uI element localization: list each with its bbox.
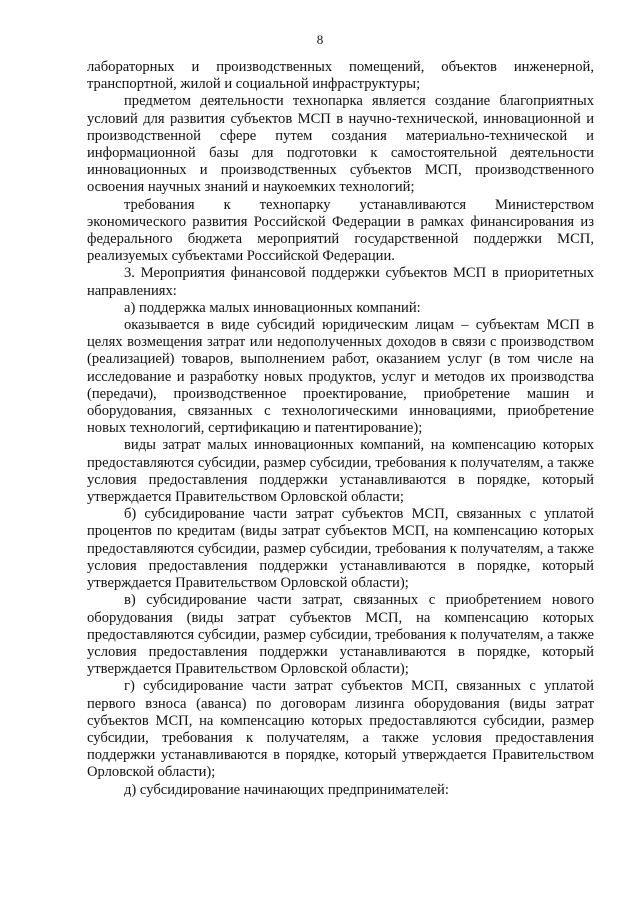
subsection-heading-a: а) поддержка малых инновационных компаний: bbox=[124, 299, 421, 316]
subsection-heading-d: д) субсидирование начинающих предпринимателей: bbox=[124, 781, 449, 798]
paragraph-g: г) субсидирование части затрат субъектов МСП, связанных с уплатой первого взноса (аванса) по договорам лизинга оборудования (виды затрат субъектов МСП, на компенсацию которых предоставляются субсидии, размер субсидии, требования к получателям, а также условия предоставления поддержки устанавливаются в порядке, который утверждается Правительством Орловской области); bbox=[87, 678, 594, 781]
page-body bbox=[87, 59, 594, 799]
page-number: 8 bbox=[316, 32, 324, 47]
section-heading-3: 3. Мероприятия финансовой поддержки субъектов МСП в приоритетных направлениях: bbox=[87, 265, 594, 299]
paragraph-7: виды затрат малых инновационных компаний, на компенсацию которых предоставляются субсидии, размер субсидии, требования к получателям, а также условия предоставления поддержки устанавливаются в порядке, который утверждается Правительством Орловской области; bbox=[87, 437, 594, 506]
paragraph-3: требования к технопарку устанавливаются Министерством экономического развития Российской Федерации в рамках финансирования из федерального бюджета мероприятий государственной поддержки МСП, реализуемых субъектами Российской Федерации. bbox=[87, 196, 594, 265]
paragraph-2: предметом деятельности технопарка является создание благоприятных условий для развития субъектов МСП в научно-технической, инновационной и производственной сфере путем создания материально-технической и информационной базы для подготовки к самостоятельной деятельности инновационных и производственных субъектов МСП, производственного освоения научных знаний и наукоемких технологий; bbox=[87, 93, 594, 196]
paragraph-6: оказывается в виде субсидий юридическим лицам – субъектам МСП в целях возмещения затрат или недополученных доходов в связи с производством (реализацией) товаров, выполнением работ, оказанием услуг (в том числе на исследование и разработку новых продуктов, услуг и методов их производства (передачи), производственное проектирование, приобретение машин и оборудования, связанных с технологическими инновациями, приобретение новых технологий, сертификацию и патентирование); bbox=[87, 317, 594, 437]
paragraph-1: лабораторных и производственных помещений, объектов инженерной, транспортной, жилой и социальной инфраструктуры; bbox=[87, 59, 594, 93]
paragraph-b: б) субсидирование части затрат субъектов МСП, связанных с уплатой процентов по кредитам (виды затрат субъектов МСП, на компенсацию которых предоставляются субсидии, размер субсидии, требования к получателям, а также условия предоставления поддержки устанавливаются в порядке, который утверждается Правительством Орловской области); bbox=[87, 506, 594, 592]
paragraph-v: в) субсидирование части затрат, связанных с приобретением нового оборудования (виды затрат субъектов МСП, на компенсацию которых предоставляются субсидии, размер субсидии, требования к получателям, а также условия предоставления поддержки устанавливаются в порядке, который утверждается Правительством Орловской области); bbox=[87, 592, 594, 678]
